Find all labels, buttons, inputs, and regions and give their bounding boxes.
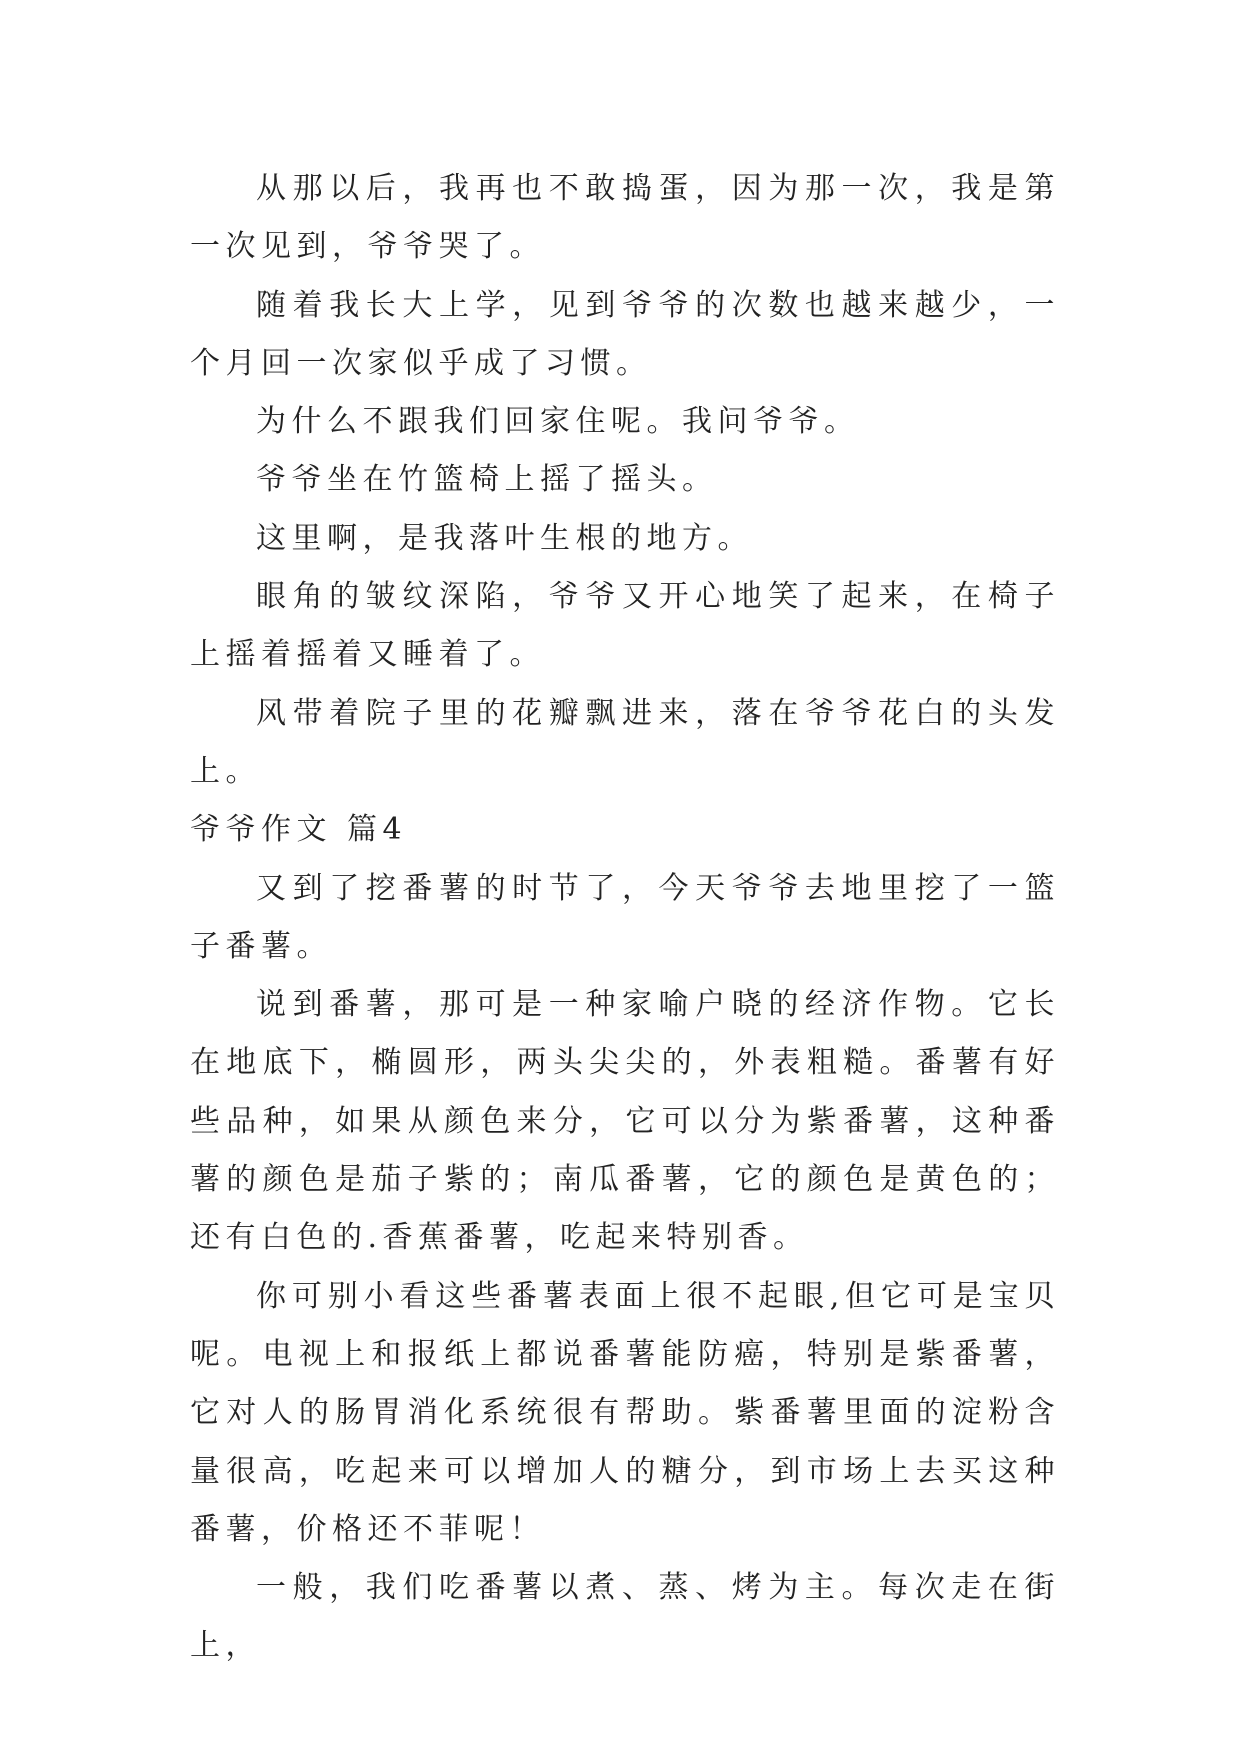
section-heading: 爷爷作文 篇4 [190,812,408,848]
paragraph-4: 爷爷坐在竹篮椅上摇了摇头。 [256,462,718,498]
paragraph-1: 从那以后，我再也不敢捣蛋，因为那一次，我是第一次见到，爷爷哭了。 [190,171,1060,265]
paragraph-11: 一般，我们吃番薯以煮、蒸、烤为主。每次走在街上， [190,1570,1060,1664]
paragraph-9: 说到番薯，那可是一种家喻户晓的经济作物。它长在地底下，椭圆形，两头尖尖的，外表粗糙。番薯有好些品种，如果从颜色来分，它可以分为紫番薯，这种番薯的颜色是茄子紫的；南瓜番薯，它的颜色是黄色的；还有白色的.香蕉番薯，吃起来特别香。 [190,987,1060,1256]
body-text [190,160,1060,1676]
paragraph-2: 随着我长大上学，见到爷爷的次数也越来越少，一个月回一次家似乎成了习惯。 [190,287,1060,381]
paragraph-10: 你可别小看这些番薯表面上很不起眼,但它可是宝贝呢。电视上和报纸上都说番薯能防癌，特别是紫番薯，它对人的肠胃消化系统很有帮助。紫番薯里面的淀粉含量很高，吃起来可以增加人的糖分，到市场上去买这种番薯，价格还不菲呢！ [190,1278,1060,1547]
paragraph-3: 为什么不跟我们回家住呢。我问爷爷。 [256,404,860,440]
paragraph-8: 又到了挖番薯的时节了，今天爷爷去地里挖了一篮子番薯。 [190,870,1060,964]
paragraph-5: 这里啊，是我落叶生根的地方。 [256,520,753,556]
paragraph-6: 眼角的皱纹深陷，爷爷又开心地笑了起来，在椅子上摇着摇着又睡着了。 [190,579,1060,673]
paragraph-7: 风带着院子里的花瓣飘进来，落在爷爷花白的头发上。 [190,695,1060,789]
